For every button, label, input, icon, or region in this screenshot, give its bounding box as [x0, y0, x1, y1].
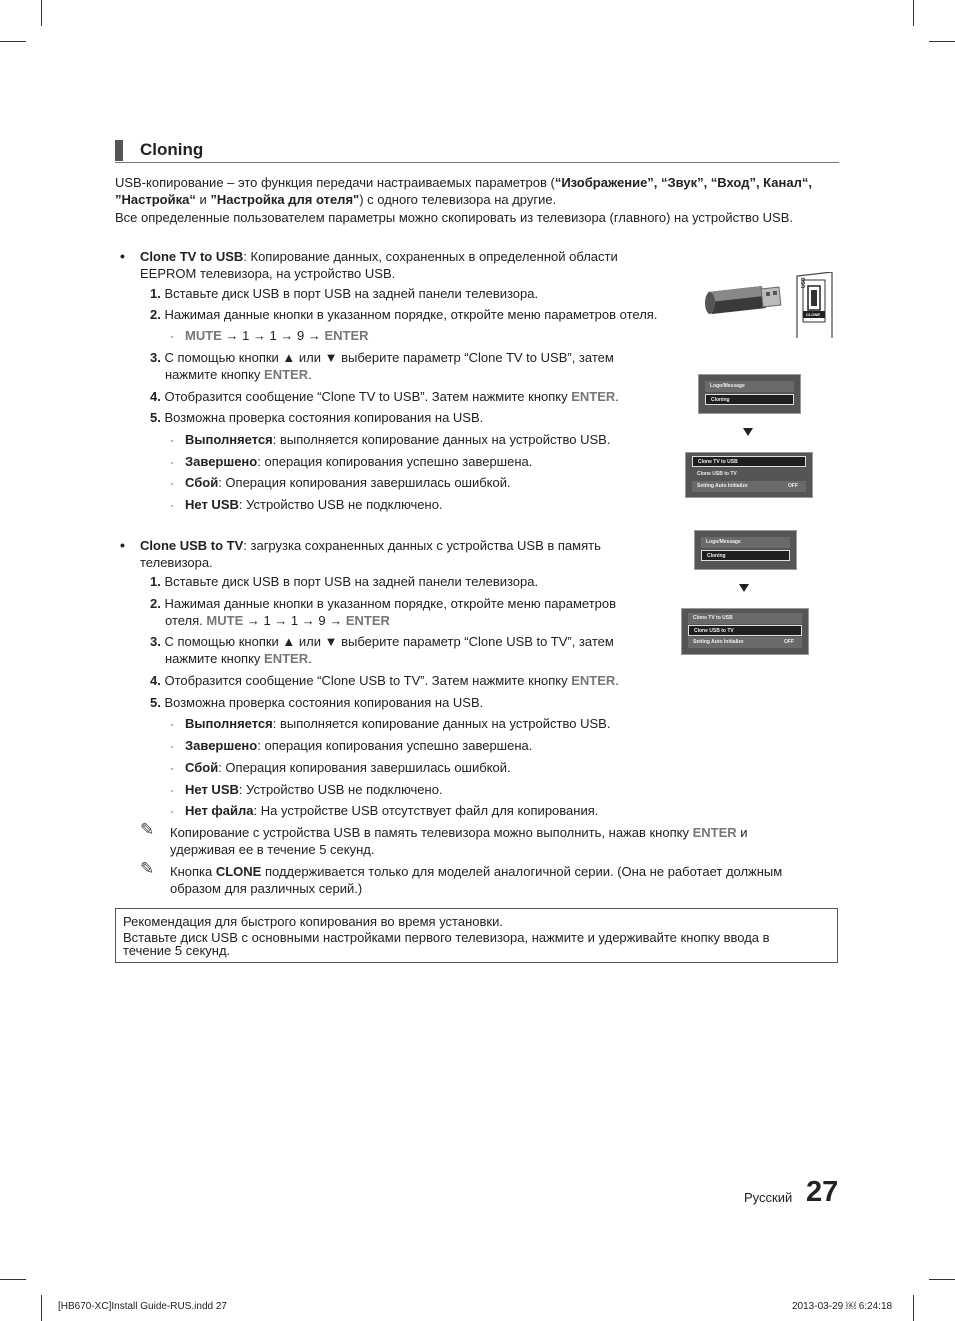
sub-bullet: ·: [170, 804, 174, 818]
step-5: 5. Возможна проверка состояния копирования на USB.: [150, 695, 484, 710]
crop-mark: [913, 0, 914, 26]
sub-bullet: ·: [170, 739, 174, 753]
crop-mark: [913, 1295, 914, 1321]
status-in-progress: Выполняется: выполняется копирование данных на устройство USB.: [185, 716, 611, 731]
note-2: Кнопка CLONE поддерживается только для моделей аналогичной серии. (Она не работает должным: [170, 864, 783, 879]
crop-mark: [0, 1279, 26, 1280]
sub-bullet: ·: [170, 476, 174, 490]
key-sequence: MUTE → 1 → 1 → 9 → ENTER: [185, 328, 369, 343]
usb-port-label: USB: [801, 277, 807, 288]
step-1: 1. Вставьте диск USB в порт USB на задней панели телевизора.: [150, 574, 539, 589]
menu-item-cloning: Cloning: [701, 550, 790, 561]
crop-mark: [41, 0, 42, 26]
sub-bullet: ·: [170, 498, 174, 512]
menu-item-clone-usb-to-tv: Clone USB to TV: [697, 471, 737, 477]
sub-bullet: ·: [170, 455, 174, 469]
menu-item-clone-tv-to-usb: Clone TV to USB: [688, 613, 802, 624]
note-2-cont: образом для различных серий.): [170, 881, 363, 896]
step-3-cont: нажмите кнопку ENTER.: [165, 651, 312, 666]
crop-mark: [41, 1295, 42, 1321]
sub-bullet: ·: [170, 783, 174, 797]
tip-line-3: течение 5 секунд.: [123, 943, 231, 958]
pencil-note-icon: ✎: [140, 820, 155, 839]
menu-item-logo-message: Logo/Message: [705, 381, 794, 392]
crop-mark: [929, 1279, 955, 1280]
bullet: •: [120, 537, 125, 553]
intro-line-3: Все определенные пользователем параметры можно скопировать из телевизора (главного) на устройство USB.: [115, 210, 794, 225]
status-no-usb: Нет USB: Устройство USB не подключено.: [185, 497, 443, 512]
section-divider: [115, 162, 839, 163]
tip-line-1: Рекомендация для быстрого копирования во время установки.: [123, 914, 503, 929]
step-1: 1. Вставьте диск USB в порт USB на задней панели телевизора.: [150, 286, 539, 301]
tip-line-2: Вставьте диск USB с основными настройками первого телевизора, нажмите и удерживайте кнопку ввода в: [123, 930, 770, 945]
page-number: 27: [806, 1176, 839, 1208]
status-completed: Завершено: операция копирования успешно завершена.: [185, 738, 533, 753]
status-failed: Сбой: Операция копирования завершилась ошибкой.: [185, 760, 511, 775]
usb-port-sublabel: CLONE: [806, 312, 820, 317]
step-3: 3. С помощью кнопки ▲ или ▼ выберите параметр “Clone TV to USB”, затем: [150, 350, 614, 365]
footer-date: 2013-03-29 ￼ 6:24:18: [792, 1301, 893, 1312]
menu-item-setting-auto-init: Setting Auto Initialize OFF: [688, 637, 802, 648]
clone-tv-to-usb-heading-cont: EEPROM телевизора, на устройство USB.: [140, 266, 396, 281]
note-1-cont: удерживая ее в течение 5 секунд.: [170, 842, 375, 857]
intro-line-1: USB-копирование – это функция передачи настраиваемых параметров (“Изображение”, “Звук”, “Вход”, Канал“,: [115, 175, 812, 190]
intro-line-2: ”Настройка“ и ”Настройка для отеля") с одного телевизора на другие.: [115, 192, 557, 207]
status-no-file: Нет файла: На устройстве USB отсутствует файл для копирования.: [185, 803, 599, 818]
status-no-usb: Нет USB: Устройство USB не подключено.: [185, 782, 443, 797]
section-marker: [115, 140, 123, 161]
menu-item-setting-auto-init: Setting Auto Initialize OFF: [692, 481, 806, 492]
tv-menu-cloning: [685, 452, 813, 498]
sub-bullet: ·: [170, 329, 174, 343]
step-3-cont: нажмите кнопку ENTER.: [165, 367, 312, 382]
section-title: Cloning: [140, 140, 204, 159]
usb-drive-illustration: [700, 272, 836, 338]
clone-usb-to-tv-heading: Clone USB to TV: загрузка сохраненных данных с устройства USB в память: [140, 538, 601, 553]
page-language: Русский: [744, 1190, 793, 1205]
step-2: 2. Нажимая данные кнопки в указанном порядке, откройте меню параметров отеля.: [150, 307, 658, 322]
crop-mark: [0, 41, 26, 42]
footer-file: [HB670-XC]Install Guide-RUS.indd 27: [58, 1301, 227, 1312]
menu-item-clone-usb-to-tv: Clone USB to TV: [688, 625, 802, 636]
tv-menu-hotel: [698, 374, 801, 414]
pencil-note-icon: ✎: [140, 859, 155, 878]
sub-bullet: ·: [170, 433, 174, 447]
triangle-down-icon: [743, 428, 753, 436]
menu-item-clone-tv-to-usb: Clone TV to USB: [692, 456, 806, 467]
sub-bullet: ·: [170, 717, 174, 731]
step-2: 2. Нажимая данные кнопки в указанном порядке, откройте меню параметров: [150, 596, 617, 611]
tv-menu-cloning: [681, 608, 809, 655]
triangle-down-icon: [739, 584, 749, 592]
status-completed: Завершено: операция копирования успешно завершена.: [185, 454, 533, 469]
step-4: 4. Отобразится сообщение “Clone TV to USB”. Затем нажмите кнопку ENTER.: [150, 389, 619, 404]
note-1: Копирование с устройства USB в память телевизора можно выполнить, нажав кнопку ENTER и: [170, 825, 748, 840]
step-2-cont: отеля. MUTE → 1 → 1 → 9 → ENTER: [165, 613, 390, 628]
step-3: 3. С помощью кнопки ▲ или ▼ выберите параметр “Clone USB to TV”, затем: [150, 634, 614, 649]
status-failed: Сбой: Операция копирования завершилась ошибкой.: [185, 475, 511, 490]
bullet: •: [120, 248, 125, 264]
menu-item-logo-message: Logo/Message: [701, 537, 790, 548]
crop-mark: [929, 41, 955, 42]
clone-usb-to-tv-heading-cont: телевизора.: [140, 555, 213, 570]
sub-bullet: ·: [170, 761, 174, 775]
menu-item-cloning: Cloning: [705, 394, 794, 405]
tv-menu-hotel: [694, 530, 797, 570]
step-4: 4. Отобразится сообщение “Clone USB to TV”. Затем нажмите кнопку ENTER.: [150, 673, 619, 688]
step-5: 5. Возможна проверка состояния копирования на USB.: [150, 410, 484, 425]
clone-tv-to-usb-heading: Clone TV to USB: Копирование данных, сохраненных в определенной области: [140, 249, 618, 264]
status-in-progress: Выполняется: выполняется копирование данных на устройство USB.: [185, 432, 611, 447]
